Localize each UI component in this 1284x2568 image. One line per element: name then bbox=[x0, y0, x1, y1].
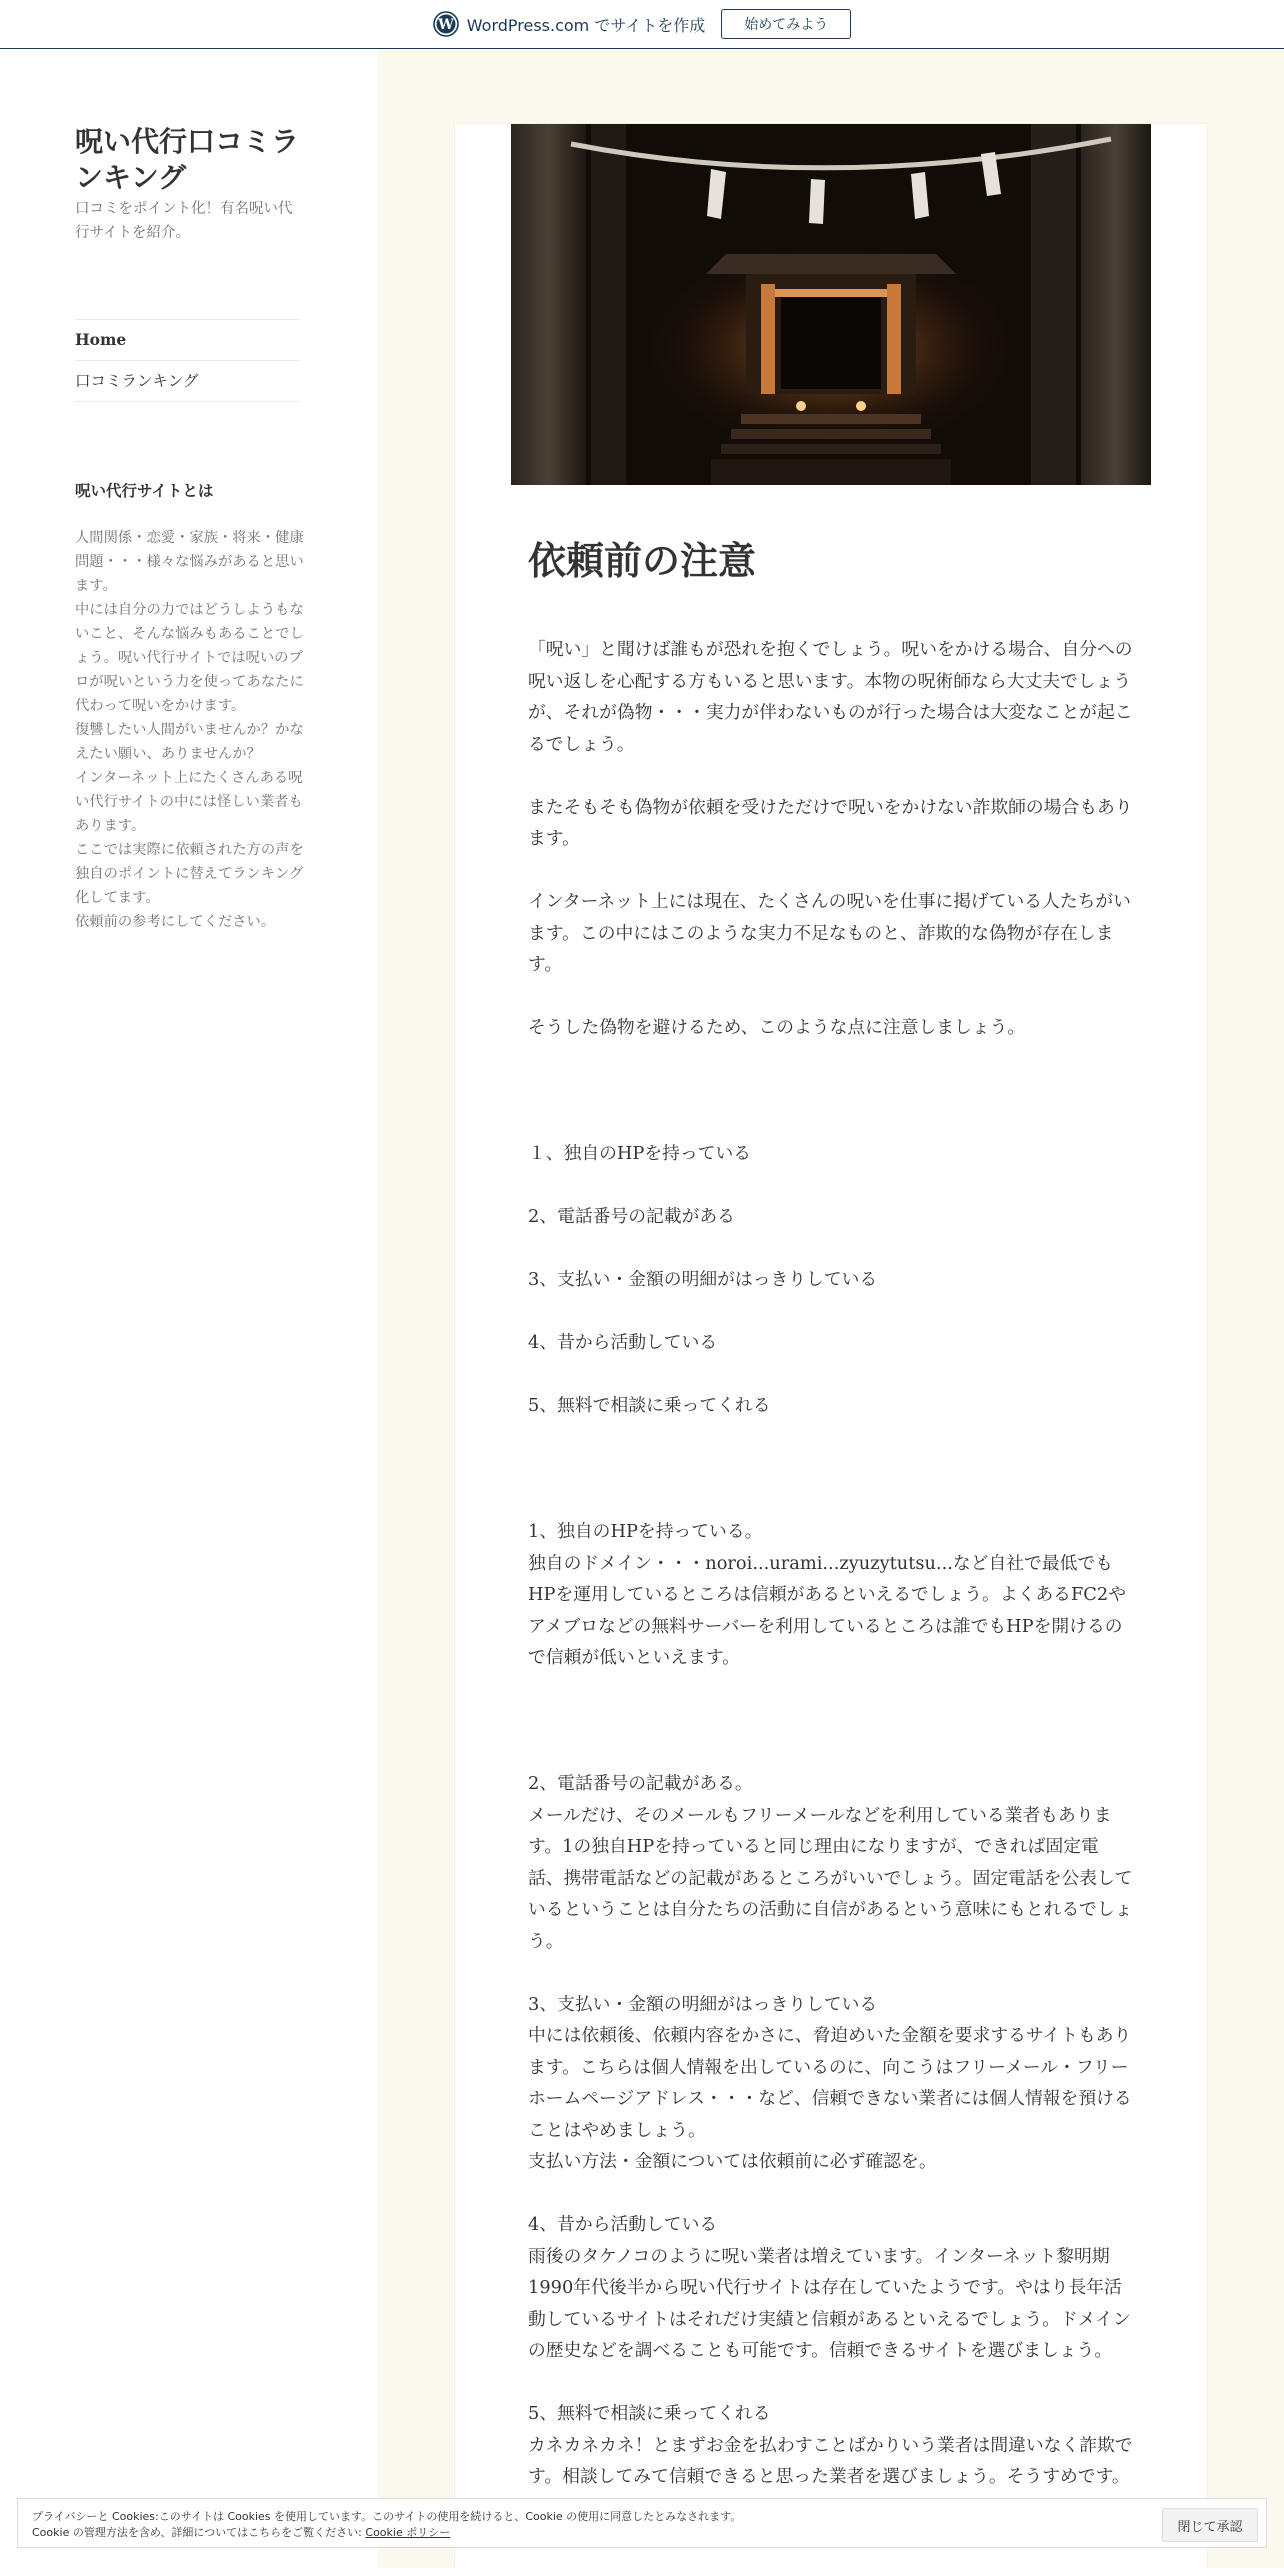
detail-body: カネカネカネ！とまずお金を払わすことばかりいう業者は間違いなく詐欺です。相談してみて信頼できると思った業者を選びましょう。そうすめです。 bbox=[528, 2434, 1133, 2487]
widget-line: 中には自分の力ではどうしようもないこと、そんな悩みもあることでしょう。呪い代行サイトでは呪いのプロが呪いという力を使ってあなたに代わって呪いをかけます。 bbox=[75, 602, 304, 714]
checklist-item: 5、無料で相談に乗ってくれる bbox=[528, 1395, 771, 1416]
cookie-policy-link[interactable]: Cookie ポリシー bbox=[365, 2526, 451, 2539]
detail-heading: 3、支払い・金額の明細がはっきりしている bbox=[528, 1993, 878, 2015]
widget-line: 復讐したい人間がいませんか？かなえたい願い、ありませんか？ bbox=[75, 722, 304, 762]
cookie-line-2: Cookie の管理方法を含め、詳細についてはこちらをご覧ください: bbox=[32, 2526, 362, 2539]
detail-section bbox=[528, 2209, 1133, 2367]
spacer bbox=[528, 1075, 1133, 1138]
intro-paragraph: またそもそも偽物が依頼を受けただけで呪いをかけない詐欺師の場合もあります。 bbox=[528, 796, 1133, 849]
detail-heading: 4、昔から活動している bbox=[528, 2214, 718, 2235]
sidebar bbox=[0, 49, 378, 2568]
detail-body: メールだけ、そのメールもフリーメールなどを利用している業者もあります。1の独自HPを持っていると同じ理由になりますが、できれば固定電話、携帯電話などの記載があるところがいいでしょう。固定電話を公表しているということは自分たちの活動に自信があるという意味にもとれるでしょう。 bbox=[528, 1804, 1133, 1952]
detail-body: 雨後のタケノコのように呪い業者は増えています。インターネット黎明期1990年代後半から呪い代行サイトは存在していたようです。やはり長年活動しているサイトはそれだけ実績と信頼があるといえるでしょう。ドメインの歴史などを調べることも可能です。信頼できるサイトを選びましょう。 bbox=[528, 2245, 1131, 2361]
close-and-accept-button[interactable]: 閉じて承認 bbox=[1162, 2508, 1258, 2542]
detail-heading: 2、電話番号の記載がある。 bbox=[528, 1773, 753, 1794]
detail-section bbox=[528, 2398, 1133, 2493]
detail-heading: 1、独自のHPを持っている。 bbox=[528, 1521, 763, 1542]
cookie-banner bbox=[17, 2498, 1267, 2548]
article-card bbox=[455, 124, 1207, 2568]
nav-item-home[interactable]: Home bbox=[75, 320, 300, 361]
post-content bbox=[528, 634, 1133, 2524]
shrine-photo bbox=[511, 124, 1151, 485]
checklist-item: １、独自のHPを持っている bbox=[528, 1143, 752, 1164]
detail-section bbox=[528, 1768, 1133, 1957]
checklist-item: 2、電話番号の記載がある bbox=[528, 1206, 735, 1227]
site-description: 口コミをポイント化！有名呪い代行サイトを紹介。 bbox=[75, 201, 293, 241]
detail-heading: 5、無料で相談に乗ってくれる bbox=[528, 2403, 771, 2424]
detail-body: 中には依頼後、依頼内容をかさに、脅迫めいた金額を要求するサイトもあります。こちらは個人情報を出しているのに、向こうはフリーメール・フリーホームページアドレス・・・など、信頼できない業者には個人情報を預けることはやめましょう。 bbox=[528, 2025, 1132, 2141]
cookie-text bbox=[32, 2509, 1132, 2541]
site-title[interactable]: 呪い代行口コミランキング bbox=[75, 125, 300, 194]
detail-body: 独自のドメイン・・・noroi...urami...zyuzytutsu...など自社で最低でもHPを運用しているところは信頼があるといえるでしょう。よくあるFC2やアメブロなどの無料サーバーを利用しているところは誰でもHPを開けるので信頼が低いといえます。 bbox=[528, 1552, 1126, 1668]
wordpress-bar-text[interactable]: WordPress.com でサイトを作成 bbox=[466, 15, 706, 35]
detail-extra: 支払い方法・金額については依頼前に必ず確認を。 bbox=[528, 2151, 937, 2172]
checklist-item: 3、支払い・金額の明細がはっきりしている bbox=[528, 1269, 878, 1290]
intro-paragraph: そうした偽物を避けるため、このような点に注意しましょう。 bbox=[528, 1017, 1026, 1038]
detail-section bbox=[528, 1516, 1133, 1674]
widget-title: 呪い代行サイトとは bbox=[75, 482, 214, 500]
detail-section bbox=[528, 1989, 1133, 2178]
spacer bbox=[528, 1453, 1133, 1516]
post-title: 依頼前の注意 bbox=[528, 539, 757, 583]
widget-line: 依頼前の参考にしてください。 bbox=[75, 914, 276, 930]
svg-text:W: W bbox=[437, 17, 454, 33]
get-started-button[interactable]: 始めてみよう bbox=[721, 9, 851, 39]
checklist-item: 4、昔から活動している bbox=[528, 1332, 718, 1353]
widget-line: ここでは実際に依頼された方の声を独自のポイントに替えてランキング化してます。 bbox=[75, 842, 304, 906]
widget-line: インターネット上にたくさんある呪い代行サイトの中には怪しい業者もあります。 bbox=[75, 770, 303, 834]
main-navigation bbox=[75, 319, 300, 402]
featured-image bbox=[511, 124, 1151, 485]
spacer bbox=[528, 1705, 1133, 1768]
nav-item-ranking[interactable]: 口コミランキング bbox=[75, 361, 300, 402]
wordpress-logo-icon[interactable] bbox=[433, 11, 459, 37]
intro-paragraph: 「呪い」と聞けば誰もが恐れを抱くでしょう。呪いをかける場合、自分への呪い返しを心配する方もいると思います。本物の呪術師なら大丈夫でしょうが、それが偽物・・・実力が伴わないものが行った場合は大変なことが起こるでしょう。 bbox=[528, 639, 1133, 755]
widget-line: 人間関係・恋愛・家族・将来・健康問題・・・様々な悩みがあると思います。 bbox=[75, 530, 304, 594]
widget-text bbox=[75, 526, 305, 934]
intro-paragraph: インターネット上には現在、たくさんの呪いを仕事に掲げている人たちがいます。この中にはこのような実力不足なものと、詐欺的な偽物が存在します。 bbox=[528, 891, 1131, 975]
cookie-line-1: プライバシーと Cookies:このサイトは Cookies を使用しています。このサイトの使用を続けると、Cookie の使用に同意したとみなされます。 bbox=[32, 2510, 742, 2523]
wordpress-signup-bar bbox=[0, 0, 1284, 49]
